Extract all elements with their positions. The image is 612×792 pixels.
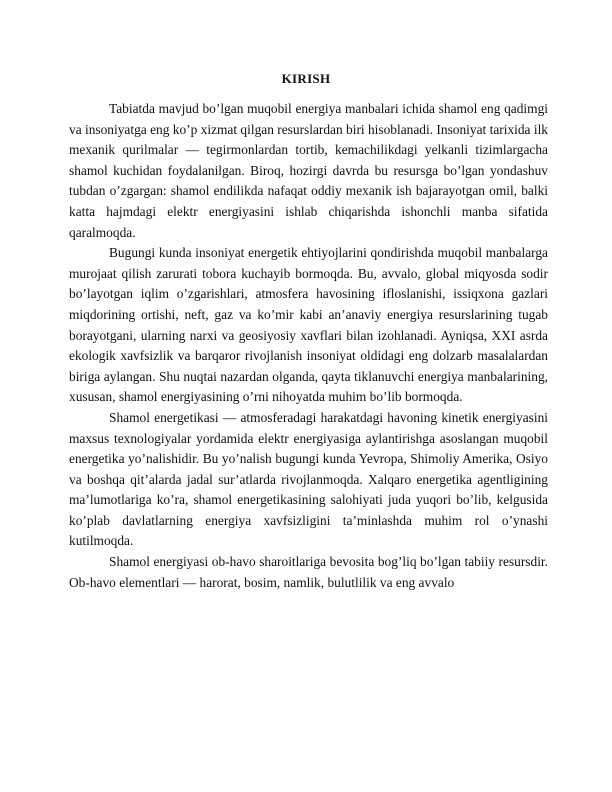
page-title: KIRISH: [281, 71, 331, 86]
paragraph-4: Shamol energiyasi ob-havo sharoitlariga bevosita bog’liq bo’lgan tabiiy resursdir. Ob-havo elementlari — harorat, bosim, namlik, bulutlilik va eng avvalo: [69, 554, 548, 590]
document-body: [69, 99, 548, 593]
paragraph-3: Shamol energetikasi — atmosferadagi harakatdagi havoning kinetik energiyasini maxsus texnologiyalar yordamida elektr energiyasiga aylantirishga asoslangan muqobil energetika yo’nalishidir. Bu yo’nalish bugungi kunda Yevropa, Shimoliy Amerika, Osiyo va boshqa qit’alarda jadal sur’atlarda rivojlanmoqda. Xalqaro energetika agentligining ma’lumotlariga ko’ra, shamol energetikasining salohiyati juda yuqori bo’lib, kelgusida ko’plab davlatlarning energiya xavfsizligini ta’minlashda muhim rol o’ynashi kutilmoqda.: [69, 409, 548, 549]
paragraph-1: Tabiatda mavjud bo’lgan muqobil energiya manbalari ichida shamol eng qadimgi va insoniyatga eng ko’p xizmat qilgan resurslardan biri hisoblanadi. Insoniyat tarixida ilk mexanik qurilmalar — tegirmonlardan tortib, kemachilikdagi yelkanli tizimlargacha shamol kuchidan foydalanilgan. Biroq, hozirgi davrda bu resursga bo’lgan yondashuv tubdan o’zgargan: shamol endilikda nafaqat oddiy mexanik ish bajarayotgan omil, balki katta hajmdagi elektr energiyasini ishlab chiqarishda ishonchli manba sifatida qaralmoqda.: [69, 101, 548, 240]
paragraph-2: Bugungi kunda insoniyat energetik ehtiyojlarini qondirishda muqobil manbalarga murojaat qilish zarurati tobora kuchayib bormoqda. Bu, avvalo, global miqyosda sodir bo’layotgan iqlim o’zgarishlari, atmosfera havosining ifloslanishi, issiqxona gazlari miqdorining ortishi, neft, gaz va ko’mir kabi an’anaviy energiya resurslarining tugab borayotgani, ularning narxi va geosiyosiy xavflari bilan izohlanadi. Ayniqsa, XXI asrda ekologik xavfsizlik va barqaror rivojlanish insoniyat oldidagi eng dolzarb masalalardan biriga aylangan. Shu nuqtai nazardan olganda, qayta tiklanuvchi energiya manbalarining, xususan, shamol energiyasining o’rni nihoyatda muhim bo’lib bormoqda.: [69, 245, 548, 405]
